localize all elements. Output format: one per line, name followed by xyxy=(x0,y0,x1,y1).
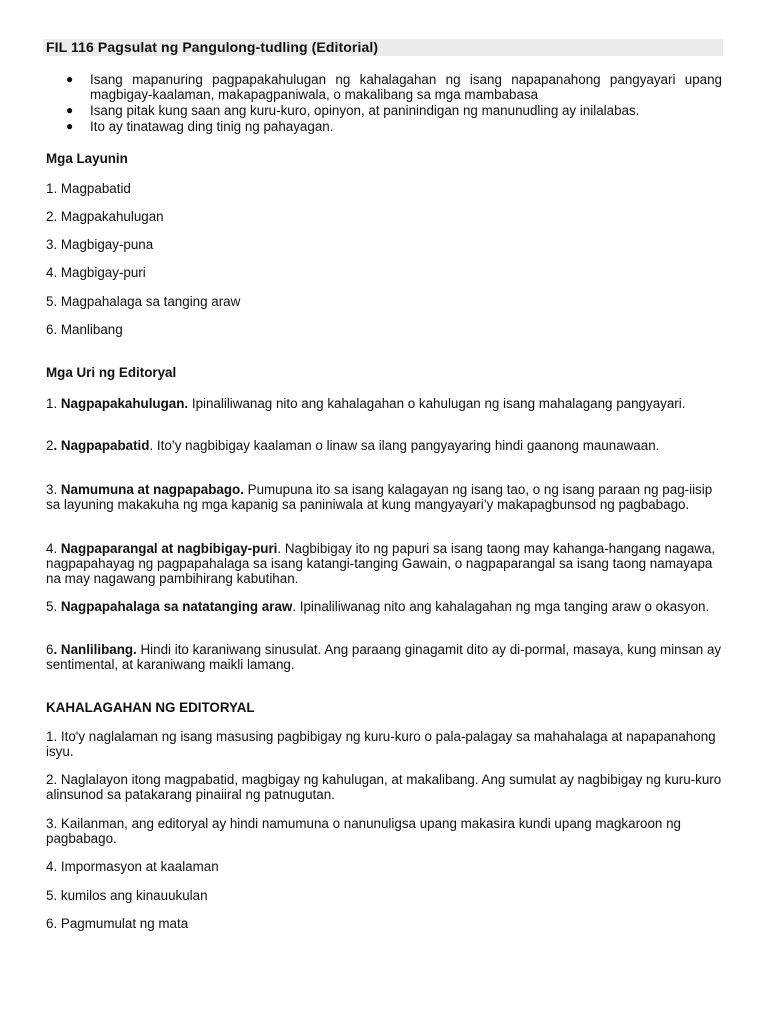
bullet-icon: ● xyxy=(66,119,74,133)
bullet-text: Isang mapanuring pagpapakahulugan ng kahalagahan ng isang napapanahong pangyayari upang magbigay-kaalaman, makapagpaniwala, o makalibang sa mga mambabasa xyxy=(90,72,722,102)
list-item xyxy=(0,119,768,134)
uri-item xyxy=(46,396,722,411)
uri-term: Nagpapahalaga sa natatanging araw xyxy=(60,599,293,614)
bullet-text: Isang pitak kung saan ang kuru-kuro, opinyon, at paninindigan ng manunudling ay inilalabas. xyxy=(90,103,640,118)
uri-item xyxy=(46,438,722,453)
bullet-icon: ● xyxy=(66,72,74,86)
bullet-icon: ● xyxy=(66,103,74,117)
kahalagahan-item: 4. Impormasyon at kaalaman xyxy=(46,859,219,874)
uri-number: 2 xyxy=(46,438,54,453)
uri-description: Pumupuna ito sa isang kalagayan ng isang tao, o ng isang paraan ng pag-iisip sa layuning makakuha ng mga kapanig sa paniniwala at kung mangyayari’y makapagbunsod ng pagbabago. xyxy=(46,482,713,512)
layunin-item: 6. Manlibang xyxy=(46,322,123,337)
uri-number: 1. xyxy=(46,396,61,411)
kahalagahan-item: 6. Pagmumulat ng mata xyxy=(46,916,189,931)
kahalagahan-item: 5. kumilos ang kinauukulan xyxy=(46,888,208,903)
intro-bullet-list xyxy=(0,72,768,135)
layunin-item: 2. Magpakahulugan xyxy=(46,209,164,224)
uri-description: . Ito’y nagbibigay kaalaman o linaw sa ilang pangyayaring hindi gaanong maunawaan. xyxy=(149,438,660,453)
list-item xyxy=(0,103,768,118)
uri-term: . Nanlilibang. xyxy=(53,642,137,657)
uri-description: . Ipinaliliwanag nito ang kahalagahan ng mga tanging araw o okasyon. xyxy=(292,599,710,614)
list-item xyxy=(0,72,768,102)
kahalagahan-item: 3. Kailanman, ang editoryal ay hindi namumuna o nanunuligsa upang makasira kundi upang magkaroon ng pagbabago. xyxy=(46,816,681,846)
uri-description: Hindi ito karaniwang sinusulat. Ang paraang ginagamit dito ay di-pormal, masaya, kung minsan ay sentimental, at karaniwang maikli lamang. xyxy=(46,642,722,672)
uri-item xyxy=(46,541,722,586)
section-heading-layunin: Mga Layunin xyxy=(46,151,128,166)
layunin-item: 3. Magbigay-puna xyxy=(46,237,154,252)
uri-number: 3. xyxy=(46,482,61,497)
page-title: FIL 116 Pagsulat ng Pangulong-tudling (Editorial) xyxy=(46,39,379,55)
uri-term: . Nagpapabatid xyxy=(53,438,150,453)
kahalagahan-item: 1. Ito'y naglalaman ng isang masusing pagbibigay ng kuru-kuro o pala-palagay sa mahahalaga at napapanahong isyu. xyxy=(46,729,716,759)
layunin-item: 1. Magpabatid xyxy=(46,181,131,196)
uri-term: Namumuna at nagpapabago. xyxy=(60,482,244,497)
uri-item xyxy=(46,482,722,512)
uri-number: 5. xyxy=(46,599,61,614)
uri-description: . Nagbibigay ito ng papuri sa isang taong may kahanga-hangang nagawa, nagpapahayag ng pagpapahalaga sa isang katangi-tanging Gawain, o nagpaparangal sa isang taong namayapa na may nagawang pambihirang kabutihan. xyxy=(46,541,716,586)
uri-number: 6 xyxy=(46,642,54,657)
kahalagahan-item: 2. Naglalayon itong magpabatid, magbigay ng kahulugan, at makalibang. Ang sumulat ay nagbibigay ng kuru-kuro alinsunod sa patakarang pinaiiral ng patnugutan. xyxy=(46,772,722,802)
uri-number: 4. xyxy=(46,541,61,556)
section-heading-kahalagahan: KAHALAGAHAN NG EDITORYAL xyxy=(46,700,255,715)
section-heading-uri: Mga Uri ng Editoryal xyxy=(46,365,177,380)
uri-item xyxy=(46,599,722,614)
bullet-text: Ito ay tinatawag ding tinig ng pahayagan. xyxy=(90,119,334,134)
uri-term: Nagpaparangal at nagbibigay-puri xyxy=(60,541,278,556)
layunin-item: 5. Magpahalaga sa tanging araw xyxy=(46,294,241,309)
uri-item xyxy=(46,642,722,672)
uri-description: Ipinaliliwanag nito ang kahalagahan o kahulugan ng isang mahalagang pangyayari. xyxy=(188,396,686,411)
uri-term: Nagpapakahulugan. xyxy=(60,396,189,411)
layunin-item: 4. Magbigay-puri xyxy=(46,265,146,280)
